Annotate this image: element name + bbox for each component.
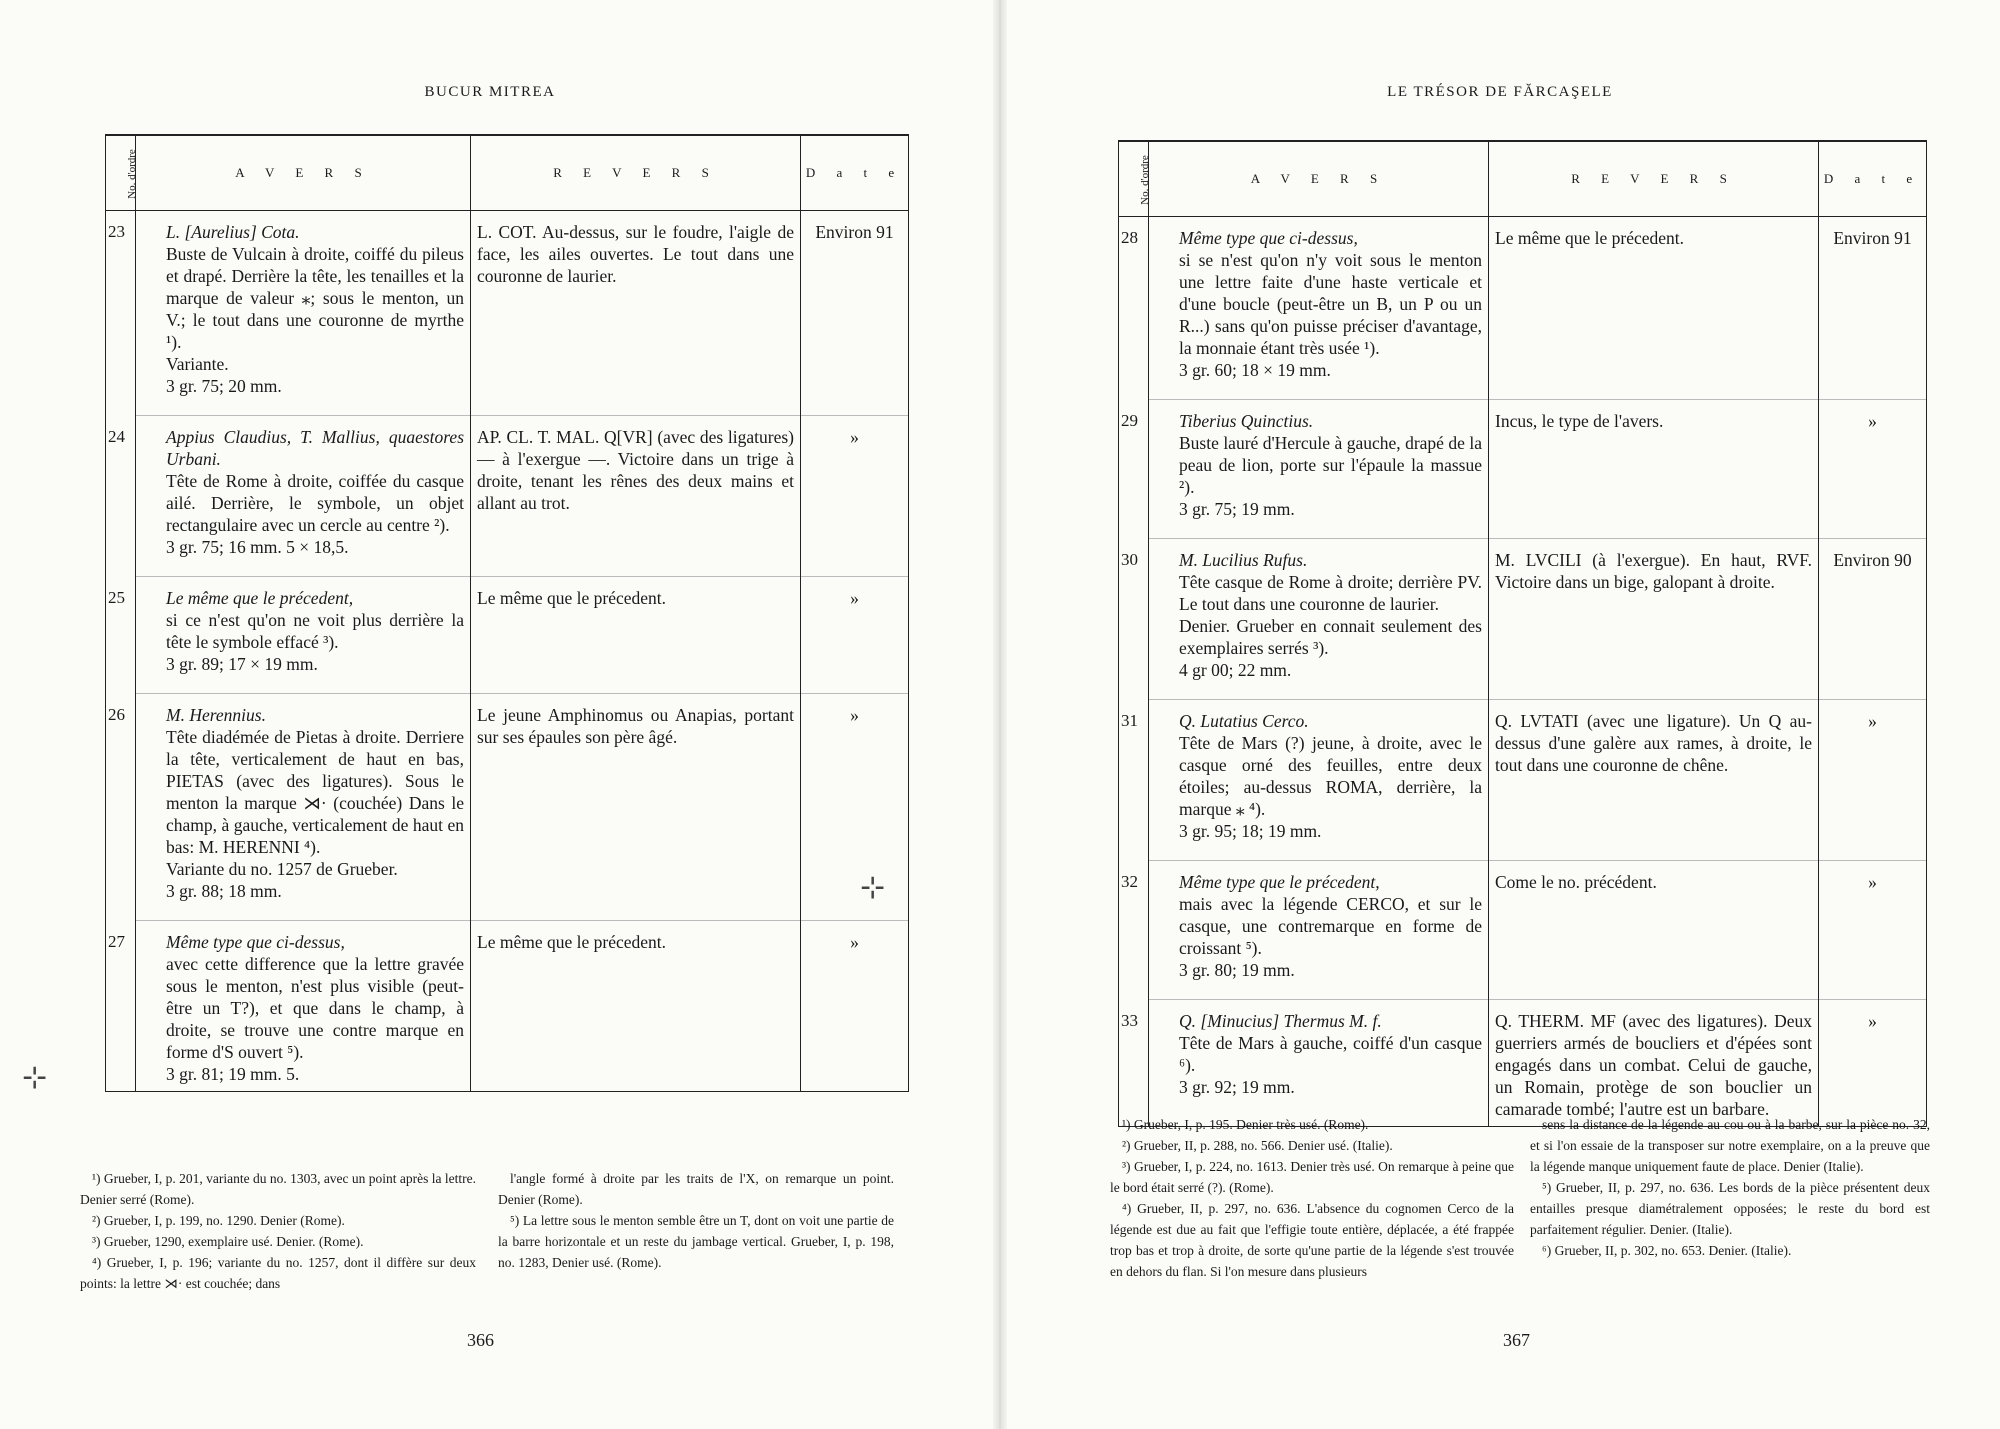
catalogue-row xyxy=(1119,539,1927,700)
avers-line: 3 gr. 75; 19 mm. xyxy=(1179,499,1295,519)
footnotes-column-1 xyxy=(1110,1114,1514,1282)
issuer-name: Même type que le précedent, xyxy=(1179,872,1380,892)
footnotes-column-2 xyxy=(1530,1114,1930,1261)
handwritten-mark: ⊹ xyxy=(860,870,886,905)
date-cell: » xyxy=(801,694,909,921)
avers-line: Tête de Mars à gauche, coiffé d'un casque ⁶). xyxy=(1179,1033,1482,1075)
footnote: sens la distance de la légende au cou ou à la barbe, sur la pièce no. 32, et si l'on essaie de la transposer sur notre exemplaire, on a la preuve que la légende manque uniquement faute de place. Denier (Italie). xyxy=(1530,1117,1930,1174)
catalogue-row xyxy=(106,921,909,1092)
revers-description: Le même que le précedent. xyxy=(471,921,801,1092)
order-number: 27 xyxy=(106,921,136,1092)
date-cell: Environ 90 xyxy=(1819,539,1927,700)
avers-description xyxy=(1149,539,1489,700)
issuer-name: M. Lucilius Rufus. xyxy=(1179,550,1308,570)
avers-line: Tête de Mars (?) jeune, à droite, avec le casque orné des feuilles, entre deux étoiles; au-dessus ROMA, derrière, la marque ⁎ ⁴). xyxy=(1179,733,1482,819)
footnote: ³) Grueber, 1290, exemplaire usé. Denier. (Rome). xyxy=(92,1234,364,1249)
date-cell: » xyxy=(801,577,909,694)
issuer-name: Le même que le précedent, xyxy=(166,588,354,608)
revers-description: Incus, le type de l'avers. xyxy=(1489,400,1819,539)
order-number: 32 xyxy=(1119,861,1149,1000)
column-header-revers: R E V E R S xyxy=(1489,141,1819,217)
issuer-name: M. Herennius. xyxy=(166,705,266,725)
issuer-name: Même type que ci-dessus, xyxy=(166,932,345,952)
catalogue-row xyxy=(106,416,909,577)
issuer-name: L. [Aurelius] Cota. xyxy=(166,222,300,242)
avers-line: 3 gr. 92; 19 mm. xyxy=(1179,1077,1295,1097)
revers-description: Le même que le précedent. xyxy=(1489,217,1819,400)
date-cell: Environ 91 xyxy=(1819,217,1927,400)
catalogue-row xyxy=(106,211,909,416)
order-number: 23 xyxy=(106,211,136,416)
order-number: 24 xyxy=(106,416,136,577)
running-head: BUCUR MITREA xyxy=(424,84,556,100)
order-number: 30 xyxy=(1119,539,1149,700)
column-header-order: No. d'ordre xyxy=(1119,141,1149,217)
avers-description xyxy=(1149,700,1489,861)
revers-description: Q. LVTATI (avec une ligature). Un Q au-dessus d'une galère aux rames, à droite, le tout dans une couronne de chêne. xyxy=(1489,700,1819,861)
order-number: 29 xyxy=(1119,400,1149,539)
right-page xyxy=(860,0,2000,1429)
order-number: 33 xyxy=(1119,1000,1149,1127)
footnote: ¹) Grueber, I, p. 195. Denier très usé. (Rome). xyxy=(1122,1117,1369,1132)
order-number: 26 xyxy=(106,694,136,921)
avers-line: 3 gr. 95; 18; 19 mm. xyxy=(1179,821,1322,841)
date-cell: » xyxy=(801,416,909,577)
avers-line: avec cette difference que la lettre gravée sous le menton, n'est plus visible (peut-être un T?), et que dans le champ, à droite, se trouve une contre marque en forme d'S ouvert ⁵). xyxy=(166,954,464,1062)
avers-line: Tête de Rome à droite, coiffée du casque ailé. Derrière, le symbole, un objet rectangulaire avec un cercle au centre ²). xyxy=(166,471,464,535)
issuer-name: Même type que ci-dessus, xyxy=(1179,228,1358,248)
avers-line: si ce n'est qu'on ne voit plus derrière la tête le symbole effacé ³). xyxy=(166,610,464,652)
revers-description: L. COT. Au-dessus, sur le foudre, l'aigle de face, les ailes ouvertes. Le tout dans une couronne de laurier. xyxy=(471,211,801,416)
column-header-avers: A V E R S xyxy=(1149,141,1489,217)
revers-description: Le jeune Amphinomus ou Anapias, portant sur ses épaules son père âgé. xyxy=(471,694,801,921)
footnote: ⁵) La lettre sous le menton semble être un T, dont on voit une partie de la barre horizontale et un reste du jambage vertical. Grueber, I, p. 198, no. 1283, Denier usé. (Rome). xyxy=(498,1213,894,1270)
avers-line: si se n'est qu'on n'y voit sous le menton une lettre faite d'une haste verticale et d'une boucle (peut-être un B, un P ou un R...) sans qu'on puisse préciser d'avantage, la monnaie étant très usée ¹). xyxy=(1179,250,1482,358)
book-gutter xyxy=(993,0,1007,1429)
catalogue-row xyxy=(1119,1000,1927,1127)
catalogue-row xyxy=(1119,217,1927,400)
avers-line: 4 gr 00; 22 mm. xyxy=(1179,660,1292,680)
avers-line: Denier. Grueber en connait seulement des exemplaires serrés ³). xyxy=(1179,616,1482,658)
footnotes-column-1 xyxy=(80,1168,476,1294)
footnote: l'angle formé à droite par les traits de l'X, on remarque un point. Denier (Rome). xyxy=(498,1171,894,1207)
issuer-name: Q. Lutatius Cerco. xyxy=(1179,711,1309,731)
coin-catalogue-table xyxy=(105,134,909,1092)
avers-description xyxy=(136,416,471,577)
avers-line: 3 gr. 60; 18 × 19 mm. xyxy=(1179,360,1331,380)
date-cell: » xyxy=(801,921,909,1092)
avers-description xyxy=(136,577,471,694)
revers-description: Come le no. précédent. xyxy=(1489,861,1819,1000)
footnotes-column-2 xyxy=(498,1168,894,1273)
catalogue-row xyxy=(106,694,909,921)
avers-line: Tête diadémée de Pietas à droite. Derriere la tête, verticalement de haut en bas, PIETAS (avec des ligatures). Sous le menton la marque ⋊· (couchée) Dans le champ, à gauche, verticalement de haut en bas: M. HERENNI ⁴). xyxy=(166,727,464,857)
date-cell: » xyxy=(1819,1000,1927,1127)
date-cell: » xyxy=(1819,861,1927,1000)
order-number: 31 xyxy=(1119,700,1149,861)
column-header-order: No. d'ordre xyxy=(106,135,136,211)
avers-description xyxy=(1149,861,1489,1000)
avers-line: 3 gr. 88; 18 mm. xyxy=(166,881,282,901)
avers-description xyxy=(1149,217,1489,400)
coin-catalogue-table xyxy=(1118,140,1927,1127)
avers-line: Buste lauré d'Hercule à gauche, drapé de la peau de lion, porte sur l'épaule la massue ²). xyxy=(1179,433,1482,497)
catalogue-row xyxy=(1119,861,1927,1000)
issuer-name: Appius Claudius, T. Mallius, quaestores Urbani. xyxy=(166,427,464,469)
footnote: ²) Grueber, II, p. 288, no. 566. Denier usé. (Italie). xyxy=(1122,1138,1393,1153)
running-head: LE TRÉSOR DE FĂRCAŞELE xyxy=(1387,84,1613,100)
avers-description xyxy=(1149,400,1489,539)
avers-description xyxy=(1149,1000,1489,1127)
column-header-avers: A V E R S xyxy=(136,135,471,211)
footnote: ⁶) Grueber, II, p. 302, no. 653. Denier. (Italie). xyxy=(1542,1243,1792,1258)
footnote: ⁴) Grueber, I, p. 196; variante du no. 1257, dont il diffère sur deux points: la lettre ⋊· est couchée; dans xyxy=(80,1255,476,1291)
footnote: ⁵) Grueber, II, p. 297, no. 636. Les bords de la pièce présentent deux entailles presque diamétralement opposées; le reste du bord est parfaitement régulier. Denier. (Italie). xyxy=(1530,1180,1930,1237)
avers-description xyxy=(136,921,471,1092)
issuer-name: Q. [Minucius] Thermus M. f. xyxy=(1179,1011,1382,1031)
date-cell: » xyxy=(1819,400,1927,539)
handwritten-mark: ⊹ xyxy=(22,1060,48,1095)
issuer-name: Tiberius Quinctius. xyxy=(1179,411,1314,431)
date-cell: Environ 91 xyxy=(801,211,909,416)
page-number: 366 xyxy=(467,1330,494,1350)
column-header-revers: R E V E R S xyxy=(471,135,801,211)
catalogue-row xyxy=(1119,400,1927,539)
avers-line: Variante du no. 1257 de Grueber. xyxy=(166,859,398,879)
footnote: ³) Grueber, I, p. 224, no. 1613. Denier très usé. On remarque à peine que le bord était serré (?). (Rome). xyxy=(1110,1159,1514,1195)
catalogue-row xyxy=(106,577,909,694)
order-number: 25 xyxy=(106,577,136,694)
avers-line: 3 gr. 75; 20 mm. xyxy=(166,376,282,396)
footnote: ¹) Grueber, I, p. 201, variante du no. 1303, avec un point après la lettre. Denier serré (Rome). xyxy=(80,1171,477,1207)
avers-line: Buste de Vulcain à droite, coiffé du pileus et drapé. Derrière la tête, les tenailles et la marque de valeur ⁎; sous le menton, un V.; le tout dans une couronne de myrthe ¹). xyxy=(166,244,464,352)
revers-description: Q. THERM. MF (avec des ligatures). Deux guerriers armés de boucliers et d'épées sont engagés dans un combat. Celui de gauche, un Romain, protège de son bouclier un camarade tombé; l'autre est un barbare. xyxy=(1489,1000,1819,1127)
avers-line: Tête casque de Rome à droite; derrière PV. Le tout dans une couronne de laurier. xyxy=(1179,572,1482,614)
revers-description: AP. CL. T. MAL. Q[VR] (avec des ligatures) — à l'exergue —. Victoire dans un trige à droite, tenant les rênes des deux mains et allant au trot. xyxy=(471,416,801,577)
avers-description xyxy=(136,694,471,921)
column-header-date: D a t e xyxy=(801,135,909,211)
avers-line: Variante. xyxy=(166,354,229,374)
order-number: 28 xyxy=(1119,217,1149,400)
date-cell: » xyxy=(1819,700,1927,861)
column-header-date: D a t e xyxy=(1819,141,1927,217)
left-page xyxy=(0,0,990,1429)
revers-description: M. LVCILI (à l'exergue). En haut, RVF. Victoire dans un bige, galopant à droite. xyxy=(1489,539,1819,700)
avers-line: mais avec la légende CERCO, et sur le casque, une contremarque en forme de croissant ⁵). xyxy=(1179,894,1482,958)
avers-description xyxy=(136,211,471,416)
footnote: ⁴) Grueber, II, p. 297, no. 636. L'absence du cognomen Cerco de la légende est due au fait que l'effigie toute entière, déplacée, a été frappée trop bas et trop à droite, de sorte qu'une partie de la légende s'est trouvée en dehors du flan. Si l'on mesure dans plusieurs xyxy=(1110,1201,1514,1279)
revers-description: Le même que le précedent. xyxy=(471,577,801,694)
footnote: ²) Grueber, I, p. 199, no. 1290. Denier (Rome). xyxy=(92,1213,345,1228)
avers-line: 3 gr. 89; 17 × 19 mm. xyxy=(166,654,318,674)
avers-line: 3 gr. 75; 16 mm. 5 × 18,5. xyxy=(166,537,349,557)
avers-line: 3 gr. 81; 19 mm. 5. xyxy=(166,1064,300,1084)
avers-line: 3 gr. 80; 19 mm. xyxy=(1179,960,1295,980)
catalogue-row xyxy=(1119,700,1927,861)
page-number: 367 xyxy=(1503,1330,1530,1350)
